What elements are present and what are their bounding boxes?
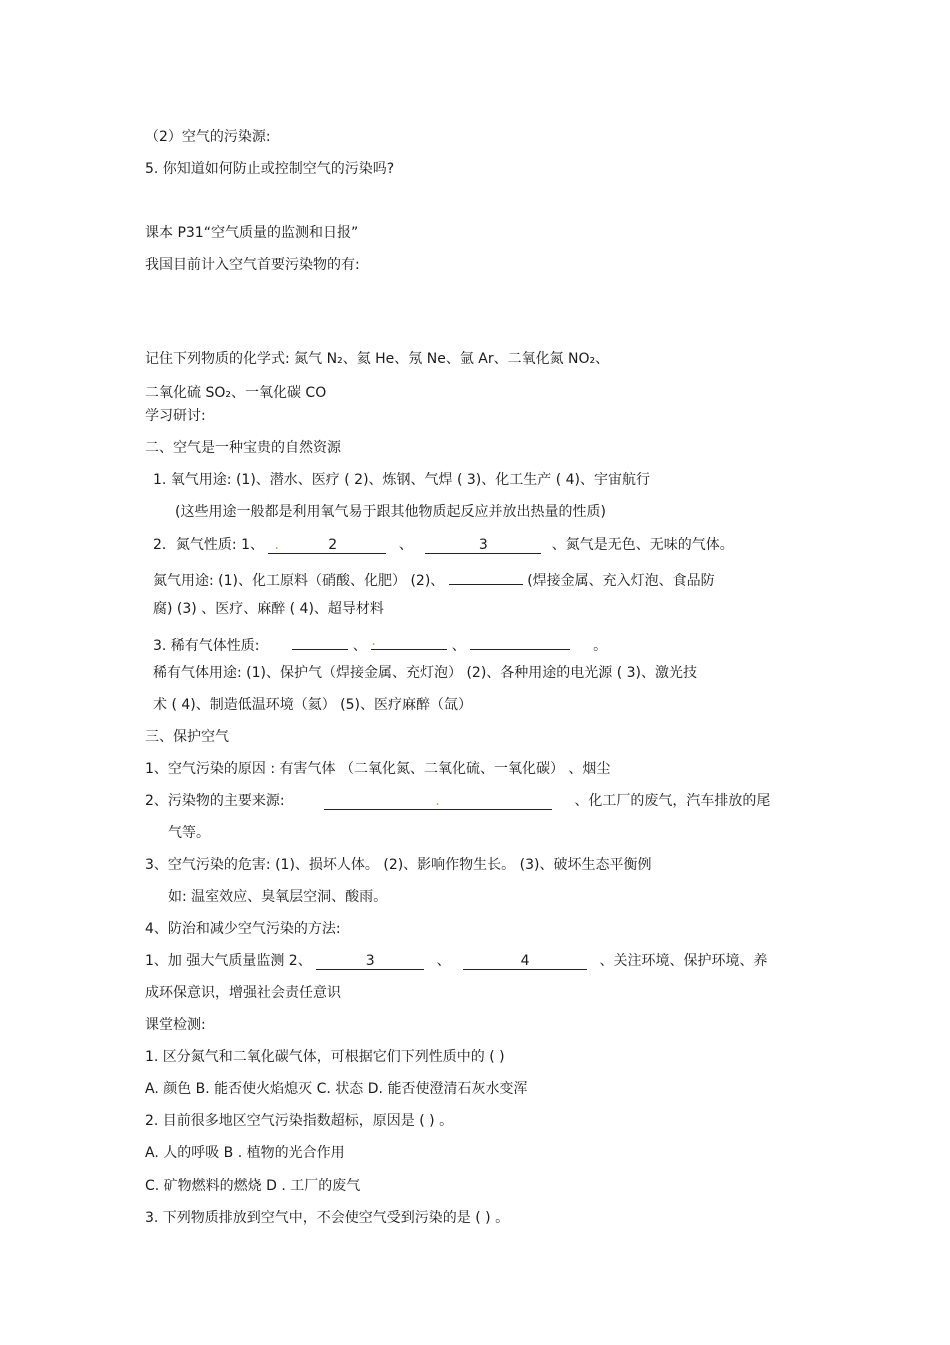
l01: （2）空气的污染源: xyxy=(145,129,271,145)
l24 xyxy=(145,951,768,971)
l09: 1. 氧气用途: (1)、潜水、医疗 ( 2)、炼钢、气焊 ( 3)、化工生产 ( 4)、宇宙航行 xyxy=(153,472,650,488)
l25: 成环保意识，增强社会责任意识 xyxy=(145,985,341,1001)
n2-prop-blank-2-num: 3 xyxy=(478,537,488,553)
noble-prop-blank-3 xyxy=(470,632,570,650)
l08: 二、空气是一种宝贵的自然资源 xyxy=(145,440,341,456)
l11 xyxy=(153,535,734,555)
noble-prop-blank-1 xyxy=(292,632,348,650)
method-blank-4 xyxy=(463,952,587,970)
noble-prop-blank-2: . xyxy=(371,632,447,650)
l27: 1. 区分氮气和二氧化碳气体，可根据它们下列性质中的 ( ) xyxy=(145,1049,505,1065)
l11-text-c: 、氮气是无色、无味的气体。 xyxy=(551,537,734,553)
l03: 课本 P31“空气质量的监测和日报” xyxy=(145,225,359,241)
l23: 4、防治和减少空气污染的方法: xyxy=(145,921,341,937)
l04: 我国目前计入空气首要污染物的有: xyxy=(145,257,360,273)
l20: 气等。 xyxy=(168,825,210,841)
n2-prop-blank-1: . 2 xyxy=(268,536,386,554)
l24-text-a: 1、加 强大气质量监测 2、 xyxy=(145,953,312,969)
l05: 记住下列物质的化学式: 氮气 N₂、氦 He、氖 Ne、氩 Ar、二氧化氮 NO₂、 xyxy=(145,351,610,367)
l15: 稀有气体用途: (1)、保护气（焊接金属、充灯泡） (2)、各种用途的电光源 ( 3)、激光技 xyxy=(153,665,698,681)
l10: (这些用途一般都是利用氧气易于跟其他物质起反应并放出热量的性质) xyxy=(175,504,606,520)
l02: 5. 你知道如何防止或控制空气的污染吗? xyxy=(145,161,395,177)
l24-text-c: 、关注环境、保护环境、养 xyxy=(599,953,768,969)
l26: 课堂检测: xyxy=(145,1017,206,1033)
n2-prop-blank-1-num: 2 xyxy=(328,537,338,553)
l14-text-c: 、 xyxy=(451,638,466,654)
l14-text-d: 。 xyxy=(593,638,608,654)
l17: 三、保护空气 xyxy=(145,729,229,745)
n2-use-blank xyxy=(449,567,523,585)
l24-text-b: 、 xyxy=(436,953,451,969)
l06: 二氧化硫 SO₂、一氧化碳 CO xyxy=(145,385,327,401)
l19-text-a: 2、污染物的主要来源: xyxy=(145,793,285,809)
method-blank-3-num: 3 xyxy=(365,953,375,969)
l11-text-a: 2．氮气性质: 1、 xyxy=(153,537,264,553)
l12-text-b: (焊接金属、充入灯泡、食品防 xyxy=(527,573,715,589)
l11-text-b: 、 xyxy=(398,537,413,553)
l14 xyxy=(153,632,607,656)
source-blank: . xyxy=(324,792,552,810)
l12-text-a: 氮气用途: (1)、化工原料（硝酸、化肥） (2)、 xyxy=(153,573,445,589)
n2-prop-blank-2 xyxy=(425,536,541,554)
l19-text-b: 、化工厂的废气，汽车排放的尾 xyxy=(574,793,771,809)
l29: 2. 目前很多地区空气污染指数超标，原因是 ( ) 。 xyxy=(145,1113,454,1129)
l13: 腐) (3) 、医疗、麻醉 ( 4)、超导材料 xyxy=(153,601,384,617)
l31: C. 矿物燃料的燃烧 D . 工厂的废气 xyxy=(145,1178,361,1194)
l21: 3、空气污染的危害: (1)、损坏人体。 (2)、影响作物生长。 (3)、破坏生态平衡例 xyxy=(145,857,652,873)
l18: 1、空气污染的原因 : 有害气体 （二氧化氮、二氧化硫、一氧化碳） 、烟尘 xyxy=(145,761,611,777)
l14-text-a: 3. 稀有气体性质: xyxy=(153,638,260,654)
l19 xyxy=(145,791,770,811)
l07: 学习研讨: xyxy=(145,408,206,424)
l28: A. 颜色 B. 能否使火焰熄灭 C. 状态 D. 能否使澄清石灰水变浑 xyxy=(145,1081,528,1097)
l30: A. 人的呼吸 B . 植物的光合作用 xyxy=(145,1145,345,1161)
l14-text-b: 、 xyxy=(352,638,367,654)
l16: 术 ( 4)、制造低温环境（氦） (5)、医疗麻醉（氙） xyxy=(153,697,473,713)
l32: 3. 下列物质排放到空气中，不会使空气受到污染的是 ( ) 。 xyxy=(145,1210,510,1226)
l22: 如: 温室效应、臭氧层空洞、酸雨。 xyxy=(168,889,388,905)
method-blank-3 xyxy=(316,952,424,970)
method-blank-4-num: 4 xyxy=(520,953,530,969)
l12 xyxy=(153,567,715,591)
